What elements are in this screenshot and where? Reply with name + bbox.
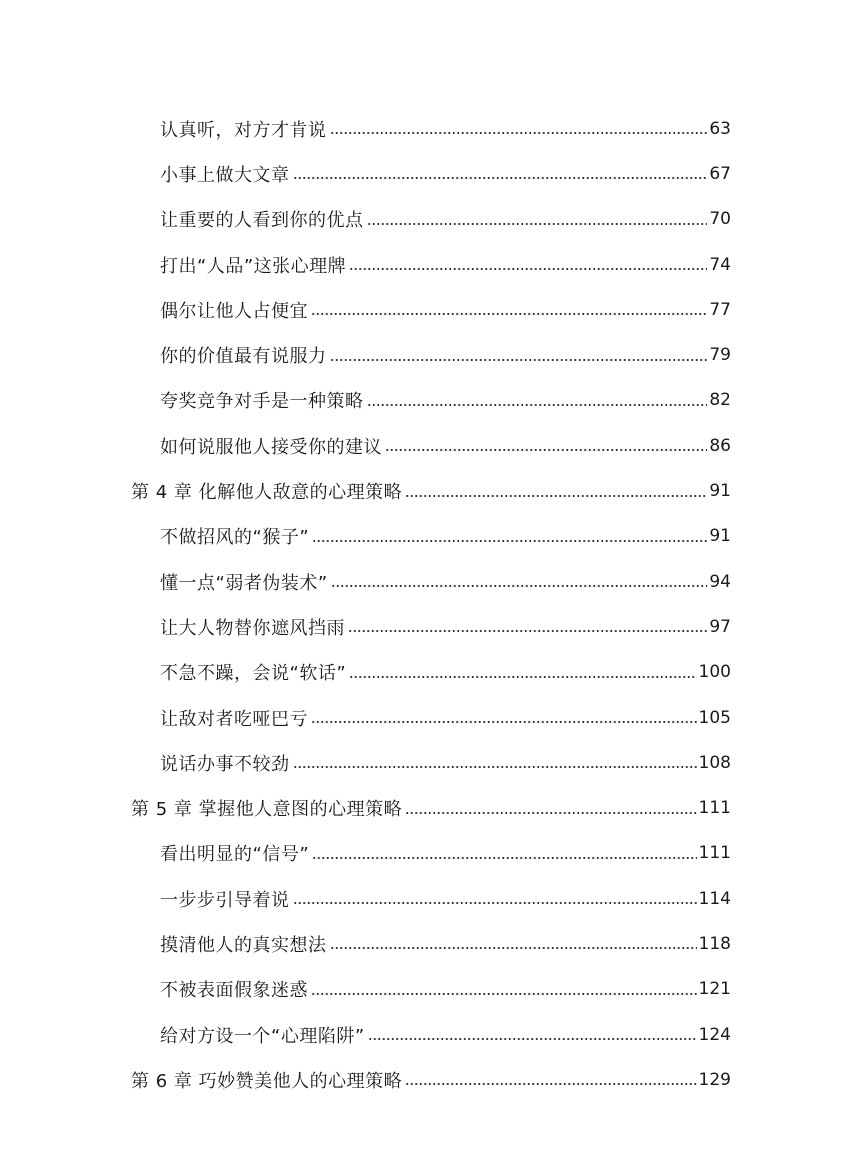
toc-dot-leader [331, 581, 708, 591]
toc-entry-title: 第 4 章 化解他人敌意的心理策略 [131, 482, 403, 504]
toc-dot-leader [330, 128, 708, 138]
toc-entry-title: 懂一点“弱者伪装术” [160, 572, 328, 594]
toc-entry-page-number: 63 [709, 118, 731, 139]
toc-entry-title: 让敌对者吃哑巴亏 [160, 708, 308, 730]
toc-dot-leader [311, 717, 697, 727]
toc-section-entry [0, 740, 862, 785]
toc-entry-title: 不做招风的“猴子” [160, 527, 310, 549]
toc-entry-title: 让重要的人看到你的优点 [160, 210, 364, 232]
toc-entry-page-number: 121 [698, 979, 731, 1000]
toc-entry-title: 摸清他人的真实想法 [160, 934, 327, 956]
toc-entry-title: 让大人物替你遮风挡雨 [160, 617, 345, 639]
toc-entry-title: 一步步引导着说 [160, 889, 290, 911]
toc-entry-page-number: 100 [698, 662, 731, 683]
toc-entry-title: 认真听，对方才肯说 [160, 119, 327, 141]
toc-section-entry [0, 242, 862, 287]
toc-entry-page-number: 114 [698, 888, 731, 909]
toc-dot-leader [293, 173, 708, 183]
toc-entry-page-number: 91 [709, 526, 731, 547]
toc-dot-leader [311, 989, 697, 999]
toc-entry-page-number: 77 [709, 299, 731, 320]
toc-entry-page-number: 124 [698, 1024, 731, 1045]
toc-entry-title: 不被表面假象迷惑 [160, 980, 308, 1002]
toc-dot-leader [368, 1034, 697, 1044]
toc-dot-leader [293, 762, 697, 772]
toc-dot-leader [312, 536, 707, 546]
toc-entry-title: 如何说服他人接受你的建议 [160, 436, 382, 458]
toc-dot-leader [312, 853, 696, 863]
toc-section-entry [0, 332, 862, 377]
toc-dot-leader [405, 1079, 696, 1089]
toc-entry-title: 打出“人品”这张心理牌 [160, 255, 347, 277]
toc-entry-page-number: 108 [698, 752, 731, 773]
toc-entry-page-number: 129 [698, 1069, 731, 1090]
toc-section-entry [0, 378, 862, 423]
toc-section-entry [0, 831, 862, 876]
toc-entry-page-number: 91 [709, 481, 731, 502]
toc-entry-title: 偶尔让他人占便宜 [160, 300, 308, 322]
toc-dot-leader [293, 898, 697, 908]
toc-dot-leader [348, 626, 707, 636]
toc-entry-page-number: 67 [709, 163, 731, 184]
toc-chapter-entry [0, 1057, 862, 1102]
toc-dot-leader [405, 491, 707, 501]
toc-entry-title: 看出明显的“信号” [160, 844, 310, 866]
toc-entry-title: 说话办事不较劲 [160, 753, 290, 775]
toc-dot-leader [330, 355, 708, 365]
toc-entry-page-number: 86 [709, 435, 731, 456]
toc-entry-title: 夸奖竞争对手是一种策略 [160, 391, 364, 413]
toc-entry-title: 第 6 章 巧妙赞美他人的心理策略 [131, 1070, 403, 1092]
toc-section-entry [0, 423, 862, 468]
table-of-contents [0, 106, 862, 1103]
toc-entry-page-number: 111 [698, 843, 731, 864]
toc-dot-leader [367, 400, 708, 410]
toc-dot-leader [367, 219, 708, 229]
toc-chapter-entry [0, 468, 862, 513]
toc-section-entry [0, 650, 862, 695]
toc-entry-page-number: 97 [709, 616, 731, 637]
toc-dot-leader [330, 943, 697, 953]
toc-entry-page-number: 105 [698, 707, 731, 728]
toc-entry-title: 不急不躁，会说“软话” [160, 663, 347, 685]
toc-entry-page-number: 118 [698, 933, 731, 954]
toc-dot-leader [311, 309, 707, 319]
toc-chapter-entry [0, 785, 862, 830]
toc-section-entry [0, 559, 862, 604]
toc-entry-title: 第 5 章 掌握他人意图的心理策略 [131, 799, 403, 821]
toc-section-entry [0, 967, 862, 1012]
toc-entry-title: 给对方设一个“心理陷阱” [160, 1025, 365, 1047]
toc-dot-leader [405, 808, 696, 818]
toc-entry-page-number: 82 [709, 390, 731, 411]
toc-entry-page-number: 111 [698, 798, 731, 819]
toc-entry-page-number: 94 [709, 571, 731, 592]
toc-section-entry [0, 1012, 862, 1057]
toc-section-entry [0, 921, 862, 966]
toc-section-entry [0, 106, 862, 151]
toc-section-entry [0, 287, 862, 332]
toc-dot-leader [385, 445, 707, 455]
toc-section-entry [0, 604, 862, 649]
toc-section-entry [0, 197, 862, 242]
toc-section-entry [0, 695, 862, 740]
toc-dot-leader [349, 672, 696, 682]
toc-entry-page-number: 79 [709, 345, 731, 366]
toc-entry-page-number: 74 [709, 254, 731, 275]
toc-section-entry [0, 151, 862, 196]
toc-entry-title: 小事上做大文章 [160, 164, 290, 186]
toc-dot-leader [349, 264, 707, 274]
toc-entry-page-number: 70 [709, 209, 731, 230]
toc-section-entry [0, 876, 862, 921]
toc-section-entry [0, 514, 862, 559]
toc-entry-title: 你的价值最有说服力 [160, 346, 327, 368]
